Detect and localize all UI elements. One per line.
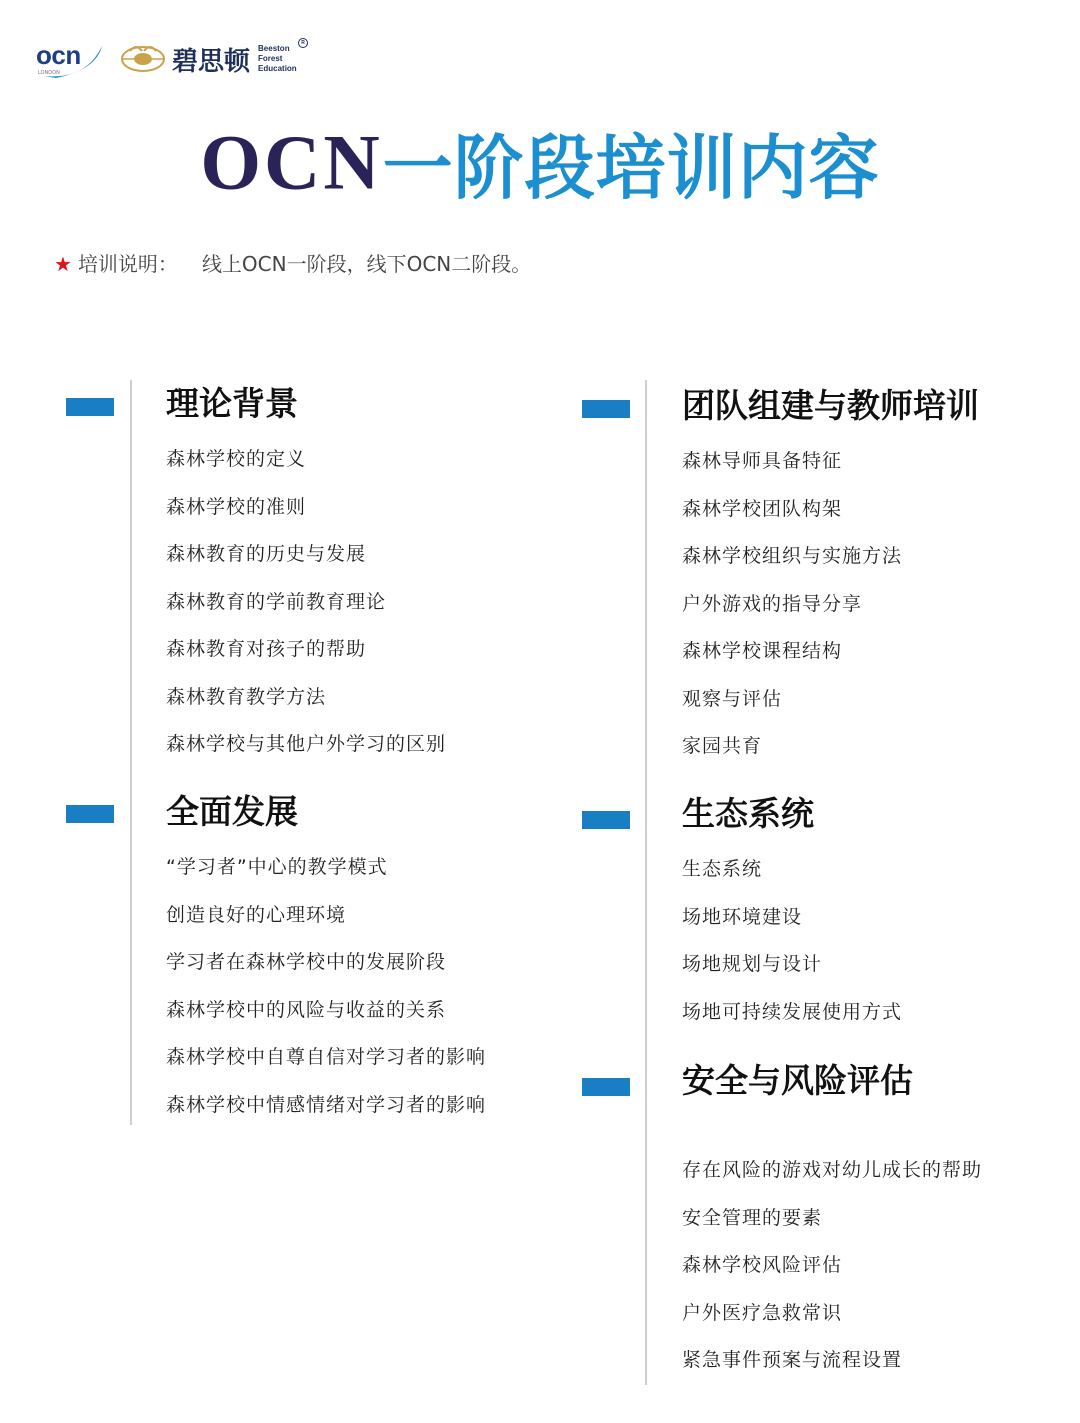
list-item: 场地规划与设计 bbox=[682, 953, 823, 975]
list-item: 森林学校中情感情绪对学习者的影响 bbox=[166, 1093, 487, 1116]
section-item-list bbox=[682, 846, 902, 1036]
brand-name-cn: 碧思顿 bbox=[172, 46, 251, 77]
brand-name-en bbox=[258, 40, 305, 74]
list-item: 场地可持续发展使用方式 bbox=[682, 1000, 903, 1023]
list-item: 森林教育的历史与发展 bbox=[166, 543, 367, 565]
section-safety-risk bbox=[682, 1061, 982, 1385]
brand-en-line-1: Beeston bbox=[258, 44, 290, 53]
registered-mark: R bbox=[298, 38, 308, 48]
list-item: 安全管理的要素 bbox=[682, 1206, 823, 1229]
section-marker bbox=[66, 398, 114, 416]
list-item: 观察与评估 bbox=[682, 687, 783, 710]
page-title bbox=[0, 112, 1080, 213]
section-marker bbox=[66, 805, 114, 823]
title-cn: 一阶段培训内容 bbox=[382, 127, 880, 209]
section-title: 安全与风险评估 bbox=[682, 1061, 913, 1100]
ocn-logo-sub: LONDON bbox=[38, 70, 60, 76]
list-item: 森林学校课程结构 bbox=[682, 640, 843, 662]
training-note bbox=[54, 248, 531, 277]
note-value: 线上OCN一阶段，线下OCN二阶段。 bbox=[201, 252, 532, 276]
right-column-divider bbox=[645, 380, 647, 1385]
section-theory-background bbox=[166, 384, 446, 769]
section-team-building bbox=[682, 386, 979, 771]
list-item: 森林学校组织与实施方法 bbox=[682, 545, 903, 567]
brand-en-line-3: Education bbox=[258, 64, 297, 73]
section-marker bbox=[582, 811, 630, 829]
ocn-logo-text: ocn bbox=[36, 40, 81, 70]
header-logos bbox=[36, 34, 305, 84]
list-item: “学习者”中心的教学模式 bbox=[166, 856, 388, 878]
list-item: 森林学校风险评估 bbox=[682, 1254, 843, 1276]
section-title: 理论背景 bbox=[166, 384, 298, 423]
section-marker bbox=[582, 1078, 630, 1096]
list-item: 森林学校的定义 bbox=[166, 448, 307, 470]
section-title: 团队组建与教师培训 bbox=[682, 386, 979, 425]
section-title: 全面发展 bbox=[166, 792, 298, 831]
list-item: 森林学校中的风险与收益的关系 bbox=[166, 998, 447, 1021]
section-item-list bbox=[682, 1147, 982, 1385]
star-icon: ★ bbox=[54, 252, 72, 276]
list-item: 森林教育对孩子的帮助 bbox=[166, 638, 367, 660]
list-item: 森林导师具备特征 bbox=[682, 450, 843, 472]
section-title: 生态系统 bbox=[682, 794, 814, 833]
list-item: 森林学校团队构架 bbox=[682, 497, 843, 520]
list-item: 学习者在森林学校中的发展阶段 bbox=[166, 951, 447, 973]
list-item: 森林教育教学方法 bbox=[166, 685, 327, 708]
bee-emblem-icon bbox=[120, 39, 166, 79]
section-holistic-development bbox=[166, 792, 486, 1129]
ocn-logo bbox=[36, 36, 106, 82]
list-item: 森林学校的准则 bbox=[166, 495, 307, 518]
list-item: 家园共育 bbox=[682, 735, 763, 757]
list-item: 森林学校与其他户外学习的区别 bbox=[166, 733, 447, 755]
list-item: 森林学校中自尊自信对学习者的影响 bbox=[166, 1046, 487, 1068]
section-item-list bbox=[166, 436, 446, 769]
section-item-list bbox=[166, 844, 486, 1129]
list-item: 创造良好的心理环境 bbox=[166, 903, 347, 926]
section-item-list bbox=[682, 438, 979, 771]
list-item: 场地环境建设 bbox=[682, 905, 803, 928]
list-item: 户外医疗急救常识 bbox=[682, 1301, 843, 1324]
list-item: 森林教育的学前教育理论 bbox=[166, 590, 387, 613]
list-item: 生态系统 bbox=[682, 858, 763, 880]
brand-en-line-2: Forest bbox=[258, 54, 283, 63]
list-item: 紧急事件预案与流程设置 bbox=[682, 1349, 903, 1371]
note-label: 培训说明： bbox=[77, 252, 178, 276]
section-marker bbox=[582, 400, 630, 418]
section-ecosystem bbox=[682, 794, 902, 1036]
title-ocn: OCN bbox=[200, 118, 383, 206]
list-item: 户外游戏的指导分享 bbox=[682, 592, 863, 615]
list-item: 存在风险的游戏对幼儿成长的帮助 bbox=[682, 1159, 983, 1181]
left-column-divider bbox=[130, 380, 132, 1125]
